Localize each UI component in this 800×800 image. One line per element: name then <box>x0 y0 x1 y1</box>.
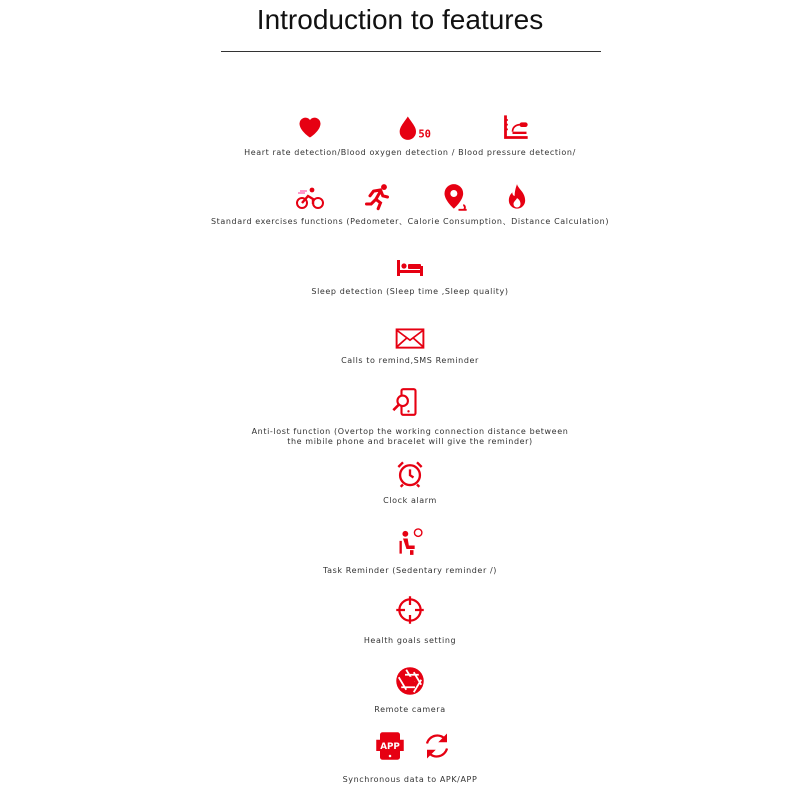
target-icon <box>395 595 425 625</box>
exercise-caption: Standard exercises functions (Pedometer、Calorie Consumption、Distance Calculation) <box>210 217 610 226</box>
goals-caption: Health goals setting <box>363 636 457 645</box>
calls-caption: Calls to remind,SMS Reminder <box>341 356 479 365</box>
envelope-icon <box>395 324 425 352</box>
alarm-clock-icon <box>396 460 424 488</box>
blood-drop-icon <box>396 113 436 141</box>
sync-caption: Synchronous data to APK/APP <box>342 775 478 784</box>
task-caption: Task Reminder (Sedentary reminder /) <box>322 566 497 575</box>
running-icon <box>363 183 391 211</box>
alarm-caption: Clock alarm <box>383 496 437 505</box>
phone-search-icon <box>391 388 419 416</box>
sedentary-icon <box>396 528 424 556</box>
sync-icon <box>422 731 452 761</box>
antilost-caption-line2: the mibile phone and bracelet will give the reminder) <box>287 437 533 446</box>
app-icon <box>375 731 405 761</box>
location-pin-icon <box>441 183 469 211</box>
app-label: APP <box>380 742 400 753</box>
flame-icon <box>503 183 531 211</box>
bed-icon <box>396 253 424 281</box>
camera-caption: Remote camera <box>374 705 446 714</box>
page-title: Introduction to features <box>256 4 544 35</box>
sleep-caption: Sleep detection (Sleep time ,Sleep quality) <box>311 287 509 296</box>
spo2-label: 50 <box>418 128 431 141</box>
title-divider <box>221 51 601 52</box>
camera-shutter-icon <box>395 666 425 696</box>
health-caption: Heart rate detection/Blood oxygen detection / Blood pressure detection/ <box>244 148 576 157</box>
heart-icon <box>296 113 324 141</box>
antilost-caption-line1: Anti-lost function (Overtop the working connection distance between <box>251 427 569 436</box>
blood-pressure-icon <box>502 113 530 141</box>
cycling-icon <box>296 184 324 212</box>
